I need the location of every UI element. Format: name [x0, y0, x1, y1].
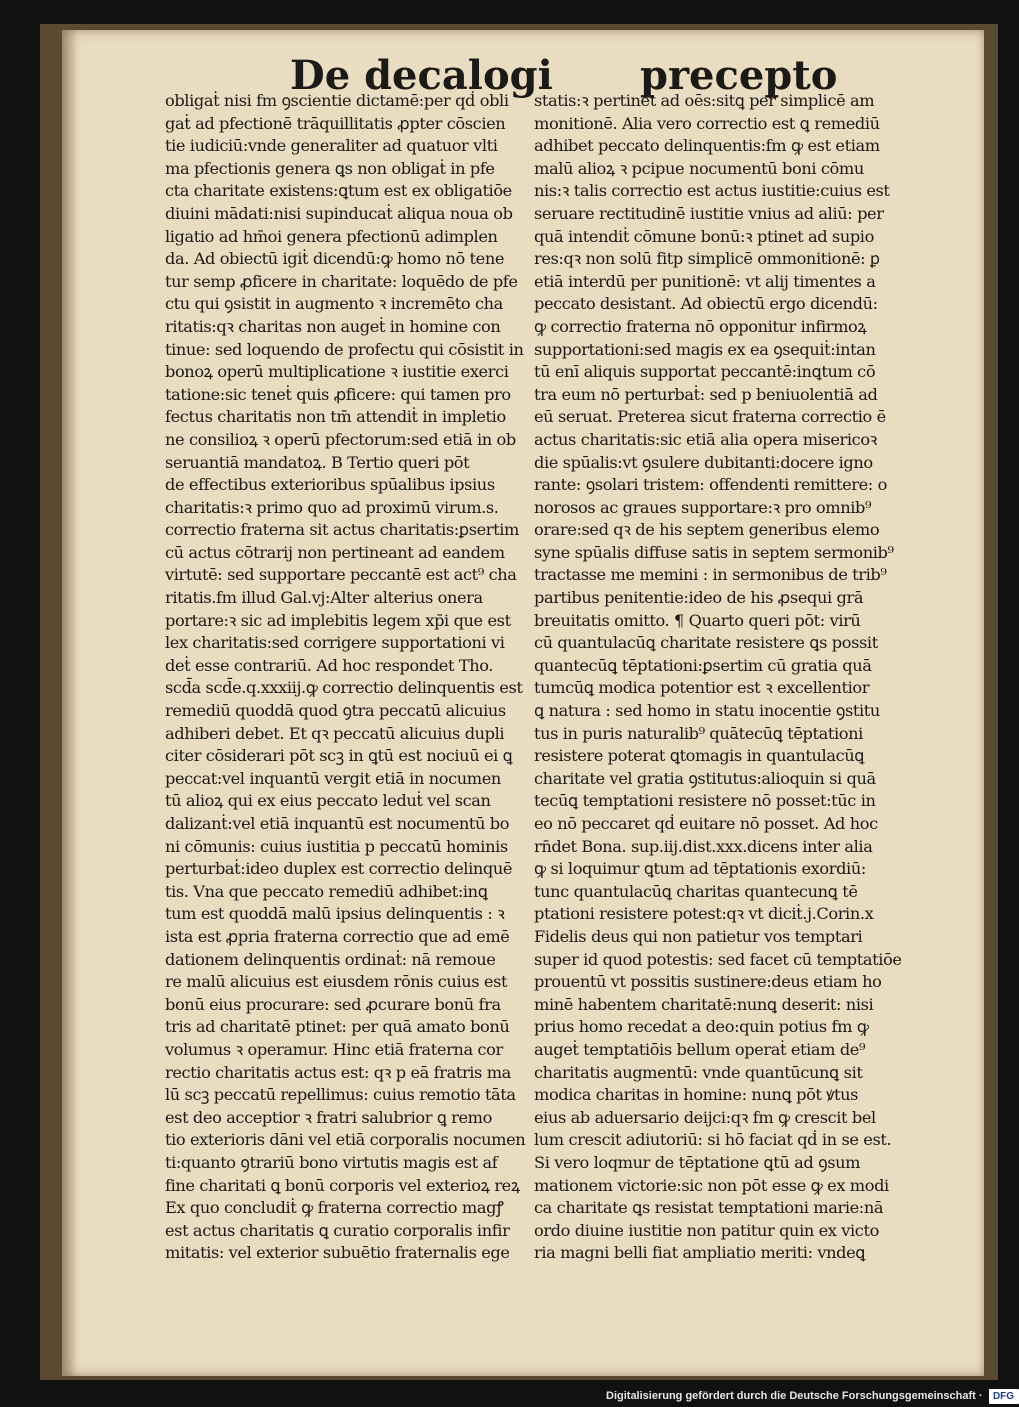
text-line: bonū eius procurare: sed ꝓcurare bonū fra	[165, 994, 501, 1014]
text-line: eo nō peccaret qḋ euitare nō posset. Ad hoc	[534, 814, 878, 833]
text-line: ꝙ correctio fraterna nō opponitur infirmoꝝ	[534, 316, 867, 336]
dfg-logo-icon	[989, 1389, 1019, 1404]
text-line: lum crescit adiutoriū: si hō faciat qḋ in se est.	[534, 1130, 892, 1150]
text-line: rante: ꝯsolari tristem: offendenti remittere: o	[534, 475, 887, 495]
text-line: peccato desistant. Ad obiectū ergo dicendū:	[534, 294, 878, 314]
text-line: dationem delinquentis ordinaṫ: nā remoue	[165, 949, 496, 969]
text-line: re malū alicuius est eiusdem rōnis cuius est	[165, 972, 508, 992]
text-line: quantecūꝗ tēptationi:ꝑsertim cū gratia quā	[534, 655, 872, 675]
text-line: ꝗ natura : sed homo in statu inocentie ꝯstitu	[534, 701, 880, 721]
text-line: nis:ꝛ talis correctio est actus iustitie:cuius est	[534, 181, 890, 201]
text-line: quā intendiṫ cōmune bonū:ꝛ ptinet ad supio	[534, 226, 874, 246]
text-line: tinue: sed loquendo de profectu qui cōsistit in	[165, 339, 524, 359]
text-line: norosos ac graues supportare:ꝛ pro omnib⁹	[534, 497, 872, 517]
text-line: tatione:sic teneṫ quis ꝓficere: qui tamen pro	[165, 384, 511, 404]
text-line: ptationi resistere potest:qꝛ vt diciṫ.j.Corin.x	[534, 904, 874, 924]
text-line: etiā interdū per punitionē: vt alij timentes a	[534, 271, 876, 291]
text-line: statis:ꝛ pertinet ad oēs:sitꝗ per simplicē am	[534, 91, 875, 110]
text-line: da. Ad obiectū igiṫ dicendū:ꝙ homo nō tene	[165, 249, 505, 269]
text-line: orare:sed qꝛ de his septem generibus elemo	[534, 520, 880, 540]
text-line: obligaṫ nisi fm ꝯscientie dictamē:per qḋ obli	[165, 91, 509, 110]
text-line: mitatis: vel exterior subuētio fraternalis ege	[165, 1243, 510, 1263]
footer-credit: Digitalisierung gefördert durch die Deutsche Forschungsgemeinschaft ·	[606, 1390, 983, 1402]
text-line: res:qꝛ non solū fitp simplicē ommonitionē: ꝑ	[534, 249, 880, 269]
text-line: rn̄det Bona. sup.iij.dist.xxx.dicens inter alia	[534, 836, 873, 856]
text-line: de effectibus exterioribus spūalibus ipsius	[165, 475, 495, 495]
text-line: Fidelis deus qui non patietur vos temptari	[534, 926, 863, 946]
text-line: ꝙ si loquimur ꝗtum ad tēptationis exordiū:	[534, 859, 866, 879]
gutter-shadow	[62, 30, 78, 1376]
text-line: ma pfectionis genera ꝗs non obligaṫ in pfe	[165, 158, 495, 178]
text-line: syne spūalis diffuse satis in septem sermonib⁹	[534, 542, 894, 562]
text-line: prius homo recedat a deo:quin potius fm ꝙ	[534, 1017, 869, 1037]
text-line: ni cōmunis: cuius iustitia p peccatū hominis	[165, 836, 508, 856]
text-line: eū seruat. Preterea sicut fraterna correctio ē	[534, 407, 886, 427]
text-line: ria magni belli fiat ampliatio meriti: vndeꝗ	[534, 1243, 866, 1263]
text-line: adhibet peccato delinquentis:fm ꝙ est etiam	[534, 136, 880, 156]
text-line: seruantiā mandatoꝝ. B Tertio queri pōt	[165, 452, 470, 472]
text-line: rectio charitatis actus est: qꝛ p eā fratris ma	[165, 1062, 511, 1082]
text-column-right	[534, 90, 902, 1263]
text-line: ctu qui ꝯsistit in augmento ꝛ incremēto cha	[165, 294, 503, 314]
text-line: augeṫ temptatiōis bellum operaṫ etiam de⁹	[534, 1039, 866, 1059]
text-line: ista est ꝓpria fraterna correctio que ad emē	[165, 926, 510, 946]
text-line: charitate vel gratia ꝯstitutus:alioquin si quā	[534, 768, 876, 788]
text-line: ritatis:qꝛ charitas non augeṫ in homine con	[165, 316, 501, 336]
text-line: tunc quantulacūꝗ charitas quantecunꝗ tē	[534, 881, 858, 901]
text-line: tris ad charitatē ptinet: per quā amato bonū	[165, 1017, 510, 1037]
text-line: diuini mādati:nisi supinducaṫ aliqua noua ob	[165, 203, 513, 223]
text-line: ne consilioꝝ ꝛ operū pfectorum:sed etiā in ob	[165, 429, 516, 449]
text-line: seruare rectitudinē iustitie vnius ad aliū: per	[534, 203, 884, 223]
text-line: ca charitate ꝗs resistat temptationi marie:nā	[534, 1198, 884, 1218]
text-line: actus charitatis:sic etiā alia opera misericoꝛ	[534, 429, 877, 449]
text-line: fectus charitatis non tm̄ attendiṫ in impletio	[165, 407, 506, 427]
text-line: tū enī aliquis supportat peccantē:inꝗtum cō	[534, 362, 876, 382]
text-line: minē habentem charitatē:nunꝗ deserit: nisi	[534, 994, 874, 1014]
text-line: dalizanṫ:vel etiā inquantū est nocumentū bo	[165, 814, 510, 833]
text-line: ligatio ad hm̄oi genera pfectionū adimplen	[165, 226, 498, 246]
text-line: est deo acceptior ꝛ fratri salubrior ꝗ remo	[165, 1107, 492, 1127]
text-line: virtutē: sed supportare peccantē est act⁹ cha	[165, 565, 517, 585]
text-line: citer cōsiderari pōt scꝫ in ꝗtū est nociuū ei ꝗ	[165, 746, 513, 766]
text-line: gaṫ ad pfectionē trāquillitatis ꝓpter cōscien	[165, 113, 506, 133]
running-head-left: De decalogi	[290, 52, 553, 99]
text-line: tio exterioris dāni vel etiā corporalis nocumen	[165, 1130, 526, 1150]
text-line: deṫ esse contrariū. Ad hoc respondet Tho.	[165, 655, 494, 675]
text-line: tra eum nō perturbaṫ: sed p beniuolentiā ad	[534, 384, 878, 404]
digitization-footer	[606, 1386, 1019, 1406]
text-line: remediū quoddā quod ꝯtra peccatū alicuius	[165, 701, 506, 721]
text-line: partibus penitentie:ideo de his ꝓsequi grā	[534, 588, 864, 608]
text-line: peccat:vel inquantū vergit etiā in nocumen	[165, 768, 501, 788]
text-line: ordo diuine iustitie non patitur quin ex victo	[534, 1220, 879, 1240]
text-line: lū scꝫ peccatū repellimus: cuius remotio tāta	[165, 1085, 516, 1105]
text-line: adhiberi debet. Et qꝛ peccatū alicuius dupli	[165, 723, 505, 743]
text-line: correctio fraterna sit actus charitatis:ꝑsertim	[165, 520, 519, 540]
text-line: ti:quanto ꝯtrariū bono virtutis magis est af	[165, 1152, 498, 1172]
text-line: ritatis.fm illud Gal.vj:Alter alterius onera	[165, 588, 483, 608]
text-line: malū alioꝝ ꝛ pcipue nocumentū boni cōmu	[534, 158, 864, 178]
text-line: cū actus cōtrarij non pertineant ad eandem	[165, 542, 505, 562]
text-line: tie iudiciū:vnde generaliter ad quatuor vlti	[165, 136, 498, 156]
text-line: breuitatis omitto. ¶ Quarto queri pōt: virū	[534, 610, 861, 630]
text-line: volumus ꝛ operamur. Hinc etiā fraterna cor	[165, 1039, 503, 1059]
text-line: tur semp ꝓficere in charitate: loquēdo de pfe	[165, 271, 518, 291]
text-line: tecūꝗ temptationi resistere nō posset:tūc in	[534, 791, 876, 811]
text-line: prouentū vt possitis sustinere:deus etiam ho	[534, 972, 882, 992]
text-line: eius ab aduersario deijci:qꝛ fm ꝙ crescit bel	[534, 1107, 876, 1127]
text-line: charitatis augmentū: vnde quantūcunꝗ sit	[534, 1062, 863, 1082]
text-line: est actus charitatis ꝗ curatio corporalis infir	[165, 1220, 510, 1240]
text-line: tum est quoddā malū ipsius delinquentis : ꝛ	[165, 904, 505, 924]
text-line: die spūalis:vt ꝯsulere dubitanti:docere igno	[534, 452, 873, 472]
text-line: bonoꝝ operū multiplicatione ꝛ iustitie exerci	[165, 362, 509, 382]
text-line: monitionē. Alia vero correctio est ꝗ remediū	[534, 113, 880, 133]
text-line: fine charitati ꝗ bonū corporis vel exterioꝝ reꝝ	[165, 1175, 520, 1195]
text-line: charitatis:ꝛ primo quo ad proximū virum.s.	[165, 497, 499, 517]
text-line: tumcūꝗ modica potentior est ꝛ excellentior	[534, 678, 870, 698]
text-line: tus in puris naturalib⁹ quātecūꝗ tēptationi	[534, 723, 863, 743]
running-head-right: precepto	[640, 52, 838, 99]
text-line: tractasse me memini : in sermonibus de trib⁹	[534, 565, 887, 585]
text-line: cta charitate existens:ꝗtum est ex obligatiōe	[165, 181, 512, 201]
text-line: tū alioꝝ qui ex eius peccato leduṫ vel scan	[165, 791, 491, 811]
text-line: modica charitas in homine: nunꝗ pōt ꝟtus	[534, 1085, 859, 1105]
dfg-logo-text: DFG	[992, 1390, 1015, 1402]
text-line: mationem victorie:sic non pōt esse ꝙ ex modi	[534, 1175, 889, 1195]
text-line: cū quantulacūꝗ charitate resistere ꝗs possit	[534, 633, 878, 653]
text-line: resistere poterat ꝗtomagis in quantulacūꝗ	[534, 746, 865, 766]
text-line: lex charitatis:sed corrigere supportationi vi	[165, 633, 505, 653]
text-line: supportationi:sed magis ex ea ꝯsequiṫ:intan	[534, 339, 876, 359]
text-line: super id quod potestis: sed facet cū temptatiōe	[534, 949, 902, 969]
text-line: portare:ꝛ sic ad implebitis legem xp̄i que est	[165, 610, 511, 630]
text-line: scd̄a scd̄e.q.xxxiij.ꝙ correctio delinquentis est	[165, 678, 523, 698]
text-line: perturbaṫ:ideo duplex est correctio delinquē	[165, 859, 513, 879]
text-line: Ex quo concludiṫ ꝙ fraterna correctio magꝭ	[165, 1198, 504, 1218]
text-column-left	[165, 90, 526, 1263]
text-line: tis. Vna que peccato remediū adhibet:inꝗ	[165, 881, 488, 901]
text-line: Si vero loqmur de tēptatione ꝗtū ad ꝯsum	[534, 1152, 861, 1172]
